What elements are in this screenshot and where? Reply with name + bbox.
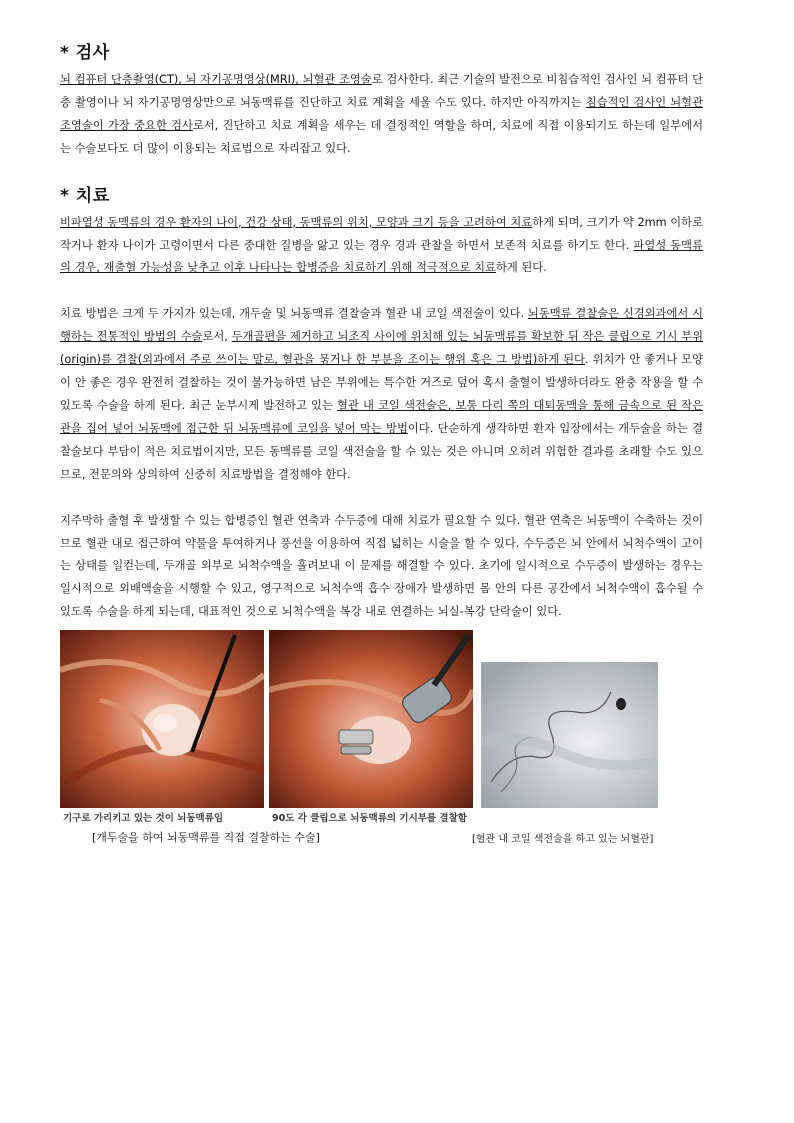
text-run: 로서, [202,330,232,344]
underlined-text: 두개골편을 제거하고 뇌조직 사이에 위치해 있는 뇌동맥류를 확보한 뒤 작은 클립으로 기시 부위(origin)를 결찰(외과에서 주로 쓰이는 말로, 혈관을 묶거나 한 부분을 조이는 행위 혹은 그 방법)하게 된다 [60,330,703,367]
treatment-paragraph-1 [60,212,703,281]
text-run: 하게 되며, 크기가 약 2mm 이하로 작거나 환자 나이가 고령이면서 다른 중대한 질병을 앓고 있는 경우 경과 관찰을 하면서 보존적 치료를 하기도 한다. [60,215,703,252]
underlined-text: 침습적인 검사인 뇌혈관 조영술이 가장 중요한 검사 [60,95,703,132]
underlined-text: 뇌 컴퓨터 단층촬영(CT), 뇌 자기공명영상(MRI), 뇌혈관 조영술 [60,73,372,86]
document-page [60,38,703,845]
left-figure-caption: [개두술을 하여 뇌동맥류를 직접 결찰하는 수술] [92,831,320,845]
figure-area [60,630,703,845]
right-figure-caption: [혈관 내 코일 색전술을 하고 있는 뇌혈관] [472,834,654,846]
image-1-caption: 기구로 가리키고 있는 것이 뇌동맥류임 [63,813,224,825]
angiography-photo [481,662,658,808]
exam-paragraph [60,69,703,161]
underlined-text: 혈관 내 코일 색전술은, 보통 다리 쪽의 대퇴동맥을 통해 금속으로 된 작은 관을 집어 넣어 뇌동맥에 접근한 뒤 뇌동맥류에 코일을 넣어 막는 방법 [60,398,703,435]
text-run: 로서, 진단하고 치료 계획을 세우는 데 결정적인 역할을 하며, 치료에 직접 이용되기도 하는데 일부에서는 수술보다도 더 많이 이용되는 치료법으로 자리잡고 있다. [60,118,703,155]
treatment-paragraph-2 [60,303,703,486]
treatment-paragraph-3 [60,510,703,625]
text-run: 로 검사한다. 최근 기술의 발전으로 비침습적인 검사인 뇌 컴퓨터 단층 촬영이나 뇌 자기공명영상만으로 뇌동맥류를 진단하고 치료 계획을 세울 수도 있다. 하지만 아직까지는 [60,73,704,109]
text-run: 지주막하 출혈 후 발생할 수 있는 합병증인 혈관 연축과 수두증에 대해 치료가 필요할 수 있다. 혈관 연축은 뇌동맥이 수축하는 것이므로 혈관 내로 접근하여 약물을 투여하거나 풍선을 이용하여 직접 넓히는 시술을 할 수 있다. 수두증은 뇌 안에서 뇌척수액이 고이는 상태를 일컫는데, 두개골 외부로 뇌척수액을 흘려보내 이 문제를 해결할 수 있다. 초기에 일시적으로 수두증이 발생하는 경우는 일시적으로 외배액술을 시행할 수 있고, 영구적으로 뇌척수액 흡수 장애가 발생하면 몸 안의 다른 공간에서 뇌척수액이 흡수될 수 있도록 수술을 하게 되는데, 대표적인 것으로 뇌척수액을 복강 내로 연결하는 뇌실-복강 단락술이 있다. [60,513,703,619]
underlined-text: 뇌동맥류 결찰술은 신경외과에서 시행하는 전통적인 방법의 수술 [60,307,704,344]
text-run: . 위치가 안 좋거나 모양이 안 좋은 경우 완전히 결찰하는 것이 불가능하면 남은 부위에는 특수한 거즈로 덮어 혹시 출혈이 발생하더라도 완충 작용을 할 수 있도록 수술을 하게 된다. 최근 눈부시게 발전하고 있는 [60,353,703,412]
text-run: 이다. 단순하게 생각하면 환자 입장에서는 개두술을 하는 결찰술보다 부담이 적은 치료법이지만, 모든 동맥류를 코일 색전술을 할 수 있는 것은 아니며 오히려 위험한 결과를 초래할 수도 있으므로, 전문의와 상의하여 신중히 치료방법을 결정해야 한다. [60,421,703,481]
text-run: 하게 된다. [495,261,547,275]
surgery-photo-2 [269,630,473,808]
exam-heading: * 검사 [60,43,110,63]
image-2-caption: 90도 각 클립으로 뇌동맥류의 기시부를 결찰함 [272,813,467,825]
treatment-heading: * 치료 [60,185,110,206]
underlined-text: 파열성 동맥류의 경우, 재출혈 가능성을 낮추고 이후 나타나는 합병증을 치료하기 위해 적극적으로 치료 [60,238,703,275]
underlined-text: 비파열성 동맥류의 경우 환자의 나이, 건강 상태, 동맥류의 위치, 모양과 크기 등을 고려하여 치료 [60,215,533,229]
text-run: 치료 방법은 크게 두 가지가 있는데, 개두술 및 뇌동맥류 결찰술과 혈관 내 코일 색전술이 있다. [60,307,528,321]
surgery-photo-1 [60,630,264,808]
